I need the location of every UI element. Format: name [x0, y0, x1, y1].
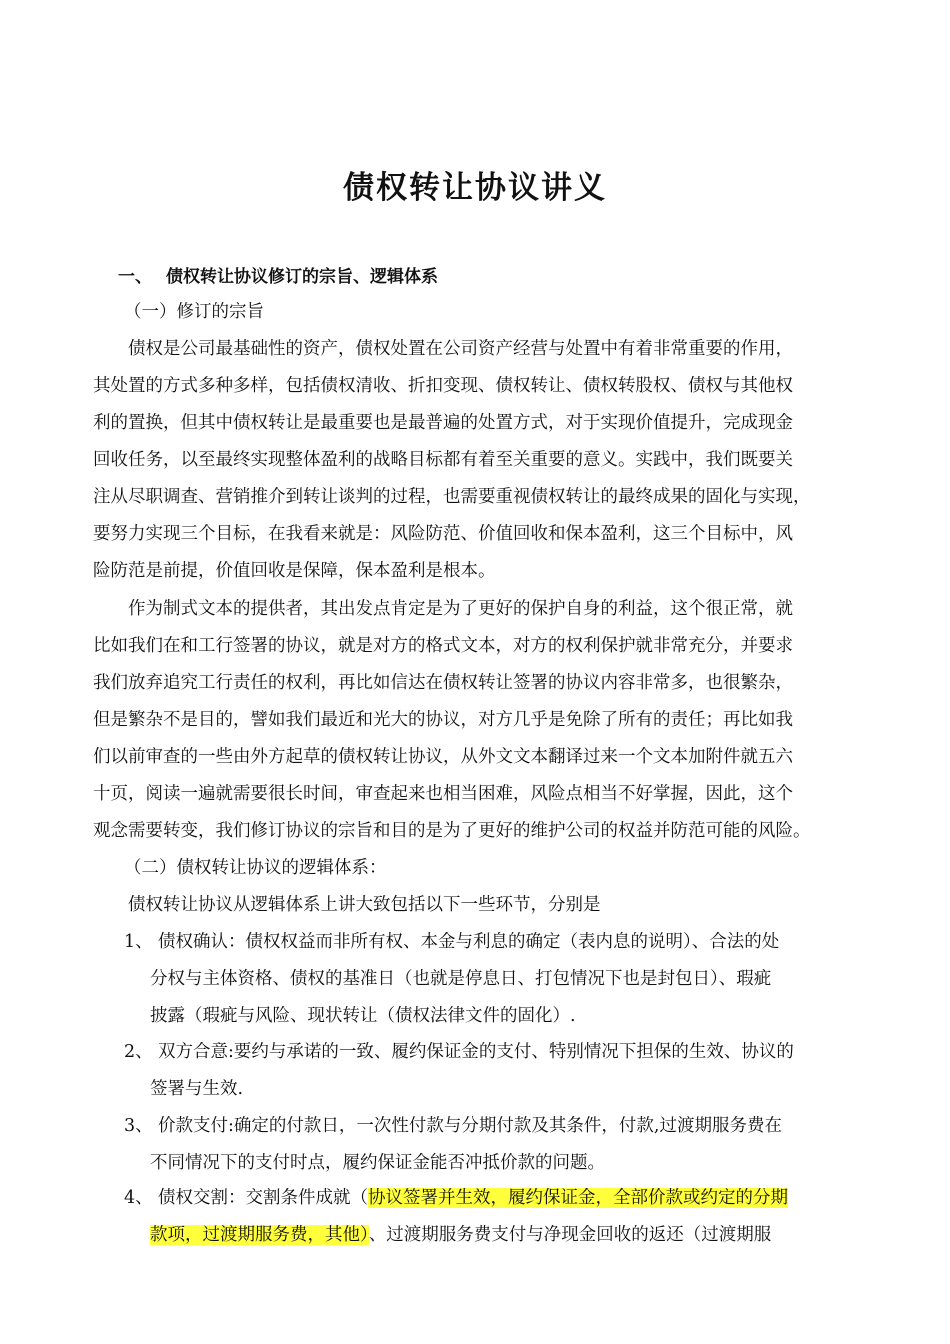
paragraph2-line: 我们放弃追究工行责任的权利，再比如信达在债权转让签署的协议内容非常多，也很繁杂，	[93, 673, 793, 693]
paragraph1-line: 利的置换，但其中债权转让是最重要也是最普遍的处置方式，对于实现价值提升，完成现金	[93, 413, 793, 433]
list-number: 2、	[124, 1042, 153, 1062]
list-item-line: 双方合意:要约与承诺的一致、履约保证金的支付、特别情况下担保的生效、协议的	[158, 1042, 794, 1062]
document-title: 债权转让协议讲义	[343, 170, 607, 206]
subheading-purpose: （一）修订的宗旨	[124, 302, 264, 322]
list-item-line: 分权与主体资格、债权的基准日（也就是停息日、打包情况下也是封包日）、瑕疵	[150, 969, 772, 989]
paragraph2-line: 但是繁杂不是目的，譬如我们最近和光大的协议，对方几乎是免除了所有的责任；再比如我	[93, 710, 793, 730]
paragraph1-line: 债权是公司最基础性的资产，债权处置在公司资产经营与处置中有着非常重要的作用，	[128, 339, 793, 359]
list-number: 4、	[124, 1188, 153, 1208]
paragraph2-line: 十页，阅读一遍就需要很长时间，审查起来也相当困难，风险点相当不好掌握，因此，这个	[93, 784, 793, 804]
list-item-line: 债权确认：债权权益而非所有权、本金与利息的确定（表内息的说明）、合法的处	[158, 932, 780, 952]
paragraph1-line: 要努力实现三个目标，在我看来就是：风险防范、价值回收和保本盈利，这三个目标中，风	[93, 524, 793, 544]
list-item-line: 签署与生效.	[150, 1079, 244, 1099]
paragraph2-line: 观念需要转变，我们修订协议的宗旨和目的是为了更好的维护公司的权益并防范可能的风险。	[93, 821, 811, 841]
list-item-line	[150, 1222, 771, 1248]
paragraph1-line: 险防范是前提，价值回收是保障，保本盈利是根本。	[93, 561, 496, 581]
list-item-line	[158, 1185, 788, 1211]
list-number: 1、	[124, 932, 153, 952]
section-number: 一、	[118, 267, 152, 287]
highlighted-text: 协议签署并生效，履约保证金，全部价款或约定的分期	[368, 1188, 788, 1208]
paragraph1-line: 回收任务，以至最终实现整体盈利的战略目标都有着至关重要的意义。实践中，我们既要关	[93, 450, 793, 470]
subheading-logic: （二）债权转让协议的逻辑体系：	[124, 858, 387, 878]
paragraph2-line: 们以前审查的一些由外方起草的债权转让协议，从外文文本翻译过来一个文本加附件就五六	[93, 747, 793, 767]
list-item-text: 、过渡期服务费支付与净现金回收的返还（过渡期服	[368, 1225, 772, 1245]
intro-line: 债权转让协议从逻辑体系上讲大致包括以下一些环节，分别是	[128, 895, 601, 915]
list-item-line: 价款支付:确定的付款日，一次性付款与分期付款及其条件，付款,过渡期服务费在	[158, 1116, 782, 1136]
paragraph2-line: 比如我们在和工行签署的协议，就是对方的格式文本，对方的权利保护就非常充分，并要求	[93, 636, 793, 656]
paragraph1-line: 注从尽职调查、营销推介到转让谈判的过程，也需要重视债权转让的最终成果的固化与实现，	[93, 487, 811, 507]
paragraph1-line: 其处置的方式多种多样，包括债权清收、折扣变现、债权转让、债权转股权、债权与其他权	[93, 376, 793, 396]
section-heading: 债权转让协议修订的宗旨、逻辑体系	[166, 267, 438, 287]
list-item-text: 债权交割：交割条件成就（	[158, 1188, 368, 1208]
list-number: 3、	[124, 1116, 153, 1136]
highlighted-text: 款项，过渡期服务费，其他）	[150, 1225, 369, 1245]
paragraph2-line: 作为制式文本的提供者，其出发点肯定是为了更好的保护自身的利益，这个很正常，就	[128, 599, 793, 619]
list-item-line: 披露（瑕疵与风险、现状转让（债权法律文件的固化）.	[150, 1006, 576, 1026]
list-item-line: 不同情况下的支付时点，履约保证金能否冲抵价款的问题。	[150, 1153, 605, 1173]
